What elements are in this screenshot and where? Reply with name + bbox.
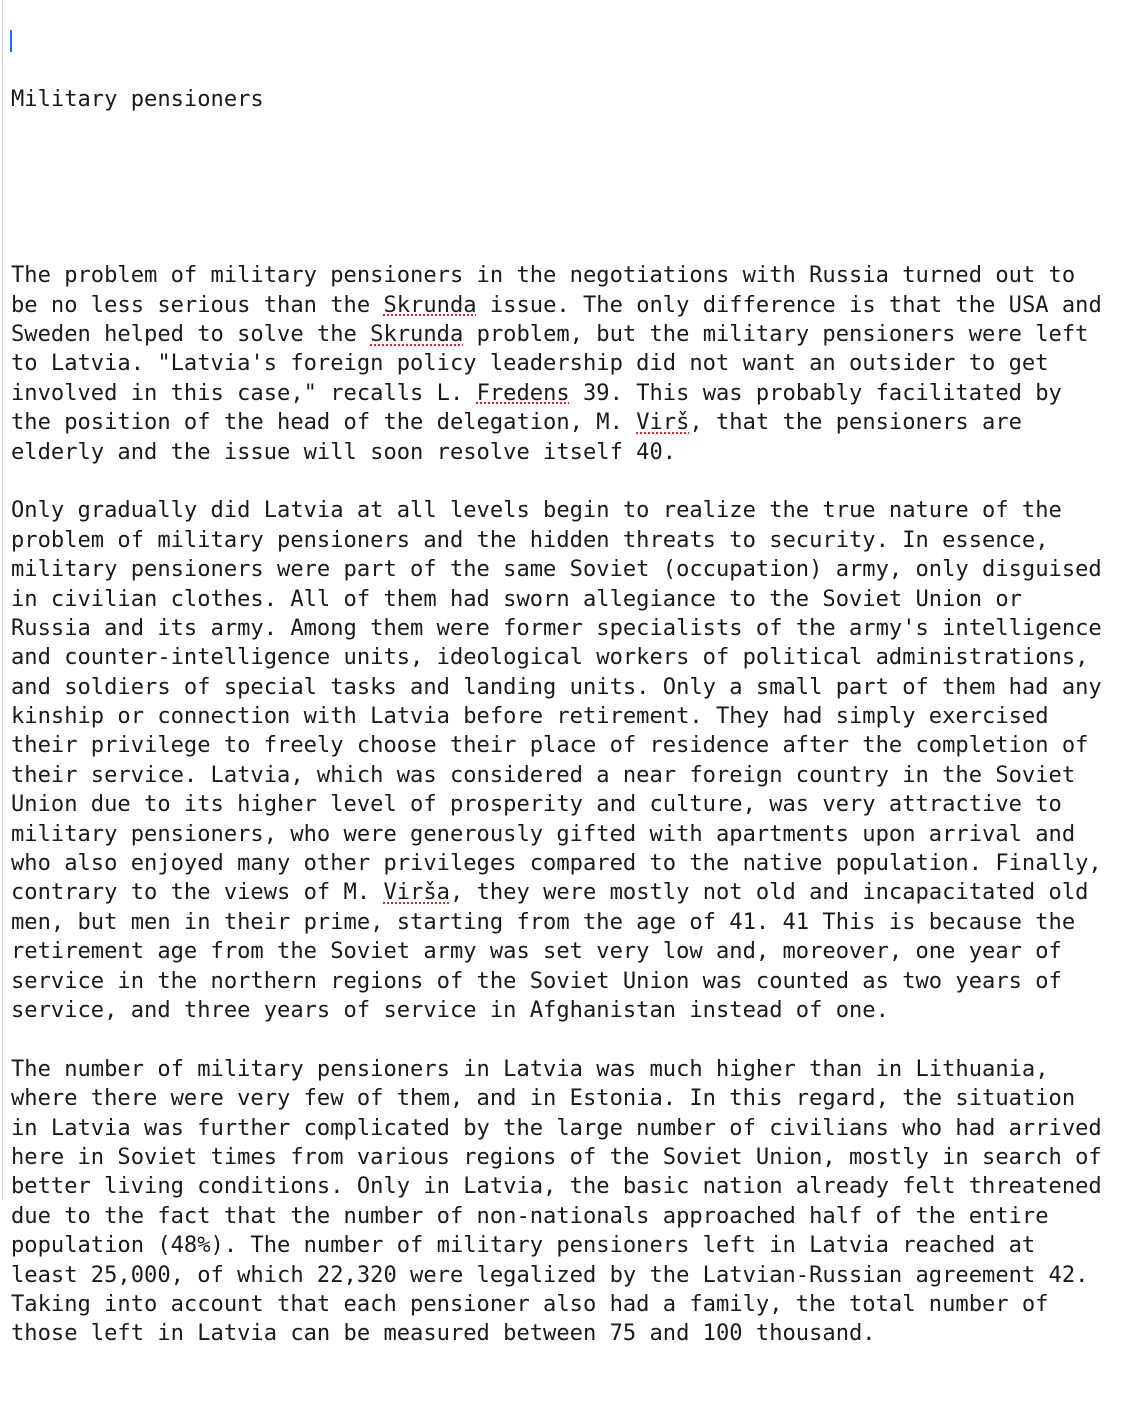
text-run: their service. Latvia, which was considered a near foreign country in the Soviet	[11, 761, 1076, 788]
paragraph-list	[11, 261, 1121, 1348]
text-line	[11, 967, 1121, 996]
text-line	[11, 1319, 1121, 1348]
paragraph	[11, 261, 1121, 467]
text-run: in civilian clothes. All of them had sworn allegiance to the Soviet Union or	[11, 585, 1022, 612]
text-run: contrary to the views of M.	[11, 879, 384, 906]
misspelled-word: Skrunda	[370, 321, 464, 347]
text-line	[11, 849, 1121, 878]
text-line	[11, 320, 1121, 349]
text-line	[11, 1172, 1121, 1201]
text-line	[11, 908, 1121, 937]
text-line	[11, 614, 1121, 643]
text-run: their privilege to freely choose their place of residence after the completion of	[11, 732, 1089, 759]
text-run: who also enjoyed many other privileges compared to the native population. Finally,	[11, 850, 1102, 877]
left-margin-rule	[2, 0, 3, 1200]
text-run: 39. This was probably facilitated by	[569, 379, 1062, 406]
paragraph	[11, 496, 1121, 1025]
text-line	[11, 1202, 1121, 1231]
text-line	[11, 438, 1121, 467]
text-run: men, but men in their prime, starting from the age of 41. 41 This is because the	[11, 908, 1076, 935]
text-run: be no less serious than the	[11, 291, 384, 318]
text-line	[11, 1055, 1121, 1084]
text-line	[11, 761, 1121, 790]
text-run: service, and three years of service in Afghanistan instead of one.	[11, 996, 889, 1023]
text-run: here in Soviet times from various regions of the Soviet Union, mostly in search of	[11, 1143, 1102, 1170]
text-line	[11, 702, 1121, 731]
text-run: , that the pensioners are	[689, 409, 1022, 436]
text-run: involved in this case," recalls L.	[11, 379, 477, 406]
text-line	[11, 291, 1121, 320]
text-run: Russia and its army. Among them were former specialists of the army's intelligence	[11, 614, 1102, 641]
text-line	[11, 585, 1121, 614]
text-line	[11, 996, 1121, 1025]
text-line	[11, 820, 1121, 849]
text-run: better living conditions. Only in Latvia, the basic nation already felt threatened	[11, 1173, 1102, 1200]
text-line	[11, 1231, 1121, 1260]
text-run: population (48%). The number of military pensioners left in Latvia reached at	[11, 1232, 1036, 1259]
text-run: elderly and the issue will soon resolve itself 40.	[11, 438, 677, 465]
text-line	[11, 261, 1121, 290]
text-line	[11, 790, 1121, 819]
text-run: kinship or connection with Latvia before retirement. They had simply exercised	[11, 703, 1049, 730]
text-run: Only gradually did Latvia at all levels begin to realize the true nature of the	[11, 497, 1062, 524]
paragraph	[11, 1055, 1121, 1349]
text-run: where there were very few of them, and in Estonia. In this regard, the situation	[11, 1085, 1076, 1112]
text-run: problem of military pensioners and the hidden threats to security. In essence,	[11, 526, 1049, 553]
text-line	[11, 1084, 1121, 1113]
text-run: military pensioners, who were generously gifted with apartments upon arrival and	[11, 820, 1076, 847]
text-line	[11, 1290, 1121, 1319]
text-run: service in the northern regions of the Soviet Union was counted as two years of	[11, 967, 1062, 994]
text-line	[11, 349, 1121, 378]
text-run: to Latvia. "Latvia's foreign policy leadership did not want an outsider to get	[11, 350, 1049, 377]
text-line	[11, 1114, 1121, 1143]
text-run: The number of military pensioners in Latvia was much higher than in Lithuania,	[11, 1055, 1049, 1082]
text-run: retirement age from the Soviet army was set very low and, moreover, one year of	[11, 938, 1062, 965]
text-line	[11, 555, 1121, 584]
text-line	[11, 526, 1121, 555]
text-line	[11, 673, 1121, 702]
text-run: the position of the head of the delegation, M.	[11, 409, 637, 436]
text-line	[11, 379, 1121, 408]
document-title: Military pensioners	[11, 85, 264, 112]
text-line	[11, 1261, 1121, 1290]
text-line	[11, 937, 1121, 966]
text-line	[11, 1143, 1121, 1172]
misspelled-word: Virš	[636, 409, 690, 436]
text-run: Sweden helped to solve the	[11, 321, 371, 347]
blank-line	[11, 467, 1121, 496]
text-run: Taking into account that each pensioner also had a family, the total number of	[11, 1290, 1049, 1317]
text-line	[11, 408, 1121, 437]
text-line	[11, 878, 1121, 907]
text-run: Union due to its higher level of prosperity and culture, was very attractive to	[11, 791, 1062, 818]
text-run: military pensioners were part of the same Soviet (occupation) army, only disguised	[11, 556, 1102, 583]
blank-line	[11, 1025, 1121, 1054]
misspelled-word: Fredens	[476, 379, 570, 406]
misspelled-word: Virša	[383, 879, 450, 906]
text-run: due to the fact that the number of non-nationals approached half of the entire	[11, 1202, 1049, 1229]
text-run: problem, but the military pensioners were left	[463, 321, 1089, 347]
text-line	[11, 496, 1121, 525]
text-run: in Latvia was further complicated by the large number of civilians who had arrived	[11, 1114, 1102, 1141]
text-run: least 25,000, of which 22,320 were legalized by the Latvian-Russian agreement 42.	[11, 1261, 1089, 1288]
misspelled-word: Skrunda	[383, 291, 477, 318]
text-run: and soldiers of special tasks and landing units. Only a small part of them had any	[11, 673, 1102, 700]
text-run: those left in Latvia can be measured between 75 and 100 thousand.	[11, 1320, 876, 1347]
text-run: , they were mostly not old and incapacitated old	[449, 879, 1089, 906]
text-run: issue. The only difference is that the USA and	[476, 291, 1102, 318]
text-run: and counter-intelligence units, ideological workers of political administrations,	[11, 644, 1089, 671]
text-line	[11, 731, 1121, 760]
text-line	[11, 643, 1121, 672]
text-run: The problem of military pensioners in the negotiations with Russia turned out to	[11, 262, 1076, 289]
blank-line	[11, 173, 1121, 202]
